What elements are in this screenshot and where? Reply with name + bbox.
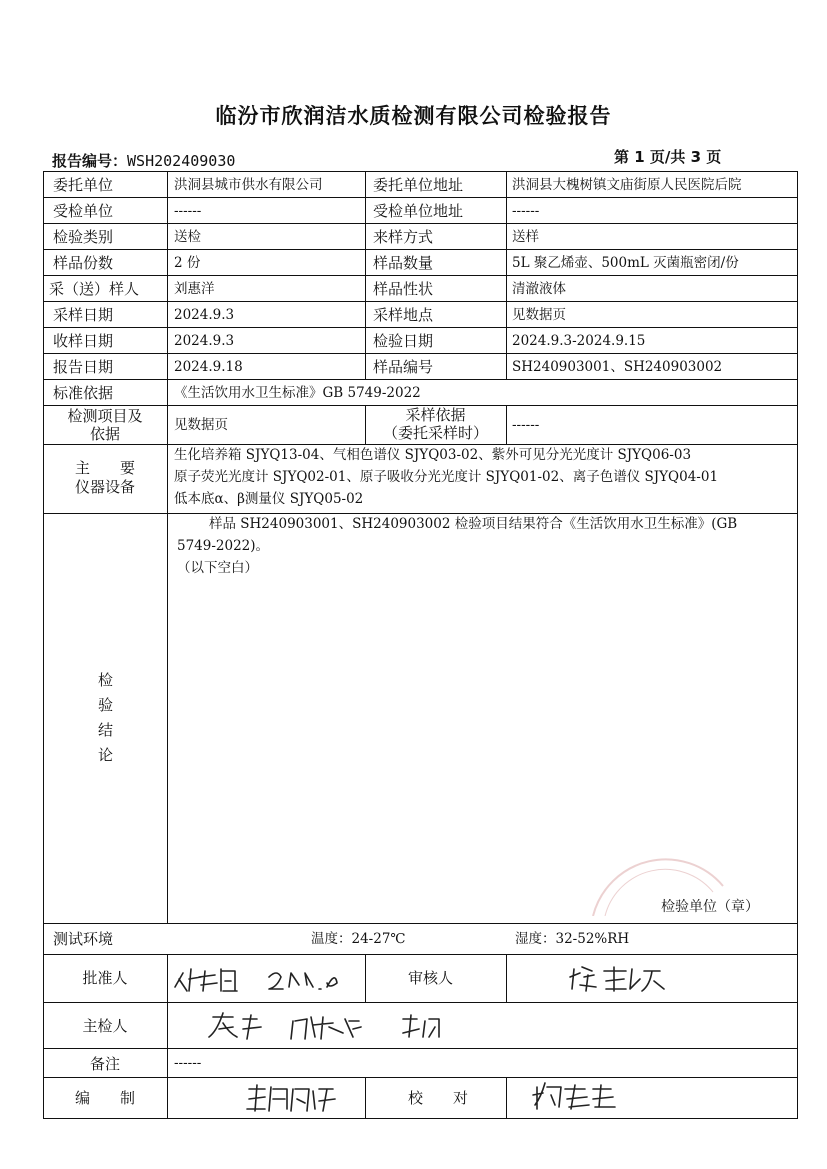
page-indicator: 第 1 页/共 3 页 [614,148,722,166]
test-type-label: 检验类别 [53,228,114,246]
sample-count-label: 样品份数 [53,254,114,272]
sample-count-value: 2 份 [174,255,201,271]
report-table [43,171,798,1119]
test-items-label-line2: 依据 [89,425,120,443]
report-number-label: 报告编号： [52,152,128,170]
reviewer-label: 审核人 [408,969,454,987]
reviewer-signature [568,959,688,997]
inspected-unit-label: 受检单位 [53,202,114,220]
sampling-basis-label-line1: 采样依据 [405,406,466,424]
sampling-date-value: 2024.9.3 [174,307,235,323]
sampling-location-value: 见数据页 [512,307,566,323]
conclusion-label-char3: 结 [98,721,114,739]
sampling-location-label: 采样地点 [373,306,434,324]
sample-character-label: 样品性状 [373,280,434,298]
test-items-value: 见数据页 [174,417,228,433]
report-date-label: 报告日期 [53,358,114,376]
receive-date-label: 收样日期 [53,332,114,350]
conclusion-label-char4: 论 [98,746,114,764]
sample-number-label: 样品编号 [373,358,434,376]
equipment-label-line2: 仪器设备 [74,478,135,496]
environment-label: 测试环境 [53,930,114,948]
editor-signature [243,1079,363,1117]
sampler-label: 采（送）样人 [49,280,140,298]
main-inspector-signatures [203,1007,483,1047]
sampling-date-label: 采样日期 [53,306,114,324]
conclusion-text-line1: 样品 SH240903001、SH240903002 检验项目结果符合《生活饮用水卫生标准》(GB [209,516,738,532]
remark-value: ------ [174,1055,202,1071]
main-inspector-label: 主检人 [82,1017,128,1035]
official-seal-stamp [583,826,733,916]
report-number-value: WSH202409030 [127,152,236,170]
client-label: 委托单位 [53,176,114,194]
equipment-label-line1: 主 要 [74,459,135,477]
conclusion-text-line2: 5749-2022)。 [177,538,270,554]
sampling-method-value: 送样 [512,229,539,245]
inspection-unit-seal-label: 检验单位（章） [661,899,759,915]
receive-date-value: 2024.9.3 [174,333,235,349]
test-type-value: 送检 [174,229,201,245]
sampling-method-label: 来样方式 [373,228,434,246]
equipment-line2: 原子荧光光度计 SJYQ02-01、原子吸收分光光度计 SJYQ01-02、离子色谱仪 SJYQ04-01 [174,469,719,485]
inspected-address-value: ------ [512,203,540,219]
approver-signature [169,961,363,1001]
conclusion-label-char1: 检 [98,671,114,689]
client-address-value: 洪洞县大槐树镇文庙街原人民医院后院 [512,177,742,193]
test-items-label-line1: 检测项目及 [67,407,143,425]
equipment-line3: 低本底α、β测量仪 SJYQ05-02 [174,491,364,507]
client-value: 洪洞县城市供水有限公司 [174,177,323,193]
sample-number-value: SH240903001、SH240903002 [512,359,723,375]
report-number [52,150,235,171]
report-title: 临汾市欣润洁水质检测有限公司检验报告 [215,104,612,128]
approver-label: 批准人 [82,969,128,987]
sample-character-value: 清澈液体 [512,281,566,297]
sampler-value: 刘惠洋 [174,281,215,297]
client-address-label: 委托单位地址 [373,176,464,194]
equipment-line1: 生化培养箱 SJYQ13-04、气相色谱仪 SJYQ03-02、紫外可见分光光度计 SJYQ06-03 [174,447,692,463]
standard-label: 标准依据 [53,384,114,402]
conclusion-label-char2: 验 [98,696,114,714]
test-date-label: 检验日期 [373,332,434,350]
sample-quantity-value: 5L 聚乙烯壶、500mL 灭菌瓶密闭/份 [512,255,739,271]
proofreader-signature [531,1077,651,1115]
inspected-address-label: 受检单位地址 [373,202,464,220]
test-date-value: 2024.9.3-2024.9.15 [512,333,646,349]
sampling-basis-value: ------ [512,417,540,433]
temperature-value: 温度：24-27℃ [311,931,406,947]
report-date-value: 2024.9.18 [174,359,243,375]
conclusion-text-line3: （以下空白） [177,560,258,576]
sampling-basis-label-line2: （委托采样时） [382,424,488,442]
remark-label: 备注 [89,1055,120,1073]
editor-label: 编 制 [74,1089,135,1107]
sample-quantity-label: 样品数量 [373,254,434,272]
inspected-unit-value: ------ [174,203,202,219]
proofreader-label: 校 对 [408,1089,469,1107]
standard-value: 《生活饮用水卫生标准》GB 5749-2022 [174,385,421,401]
humidity-value: 湿度：32-52%RH [515,931,630,947]
